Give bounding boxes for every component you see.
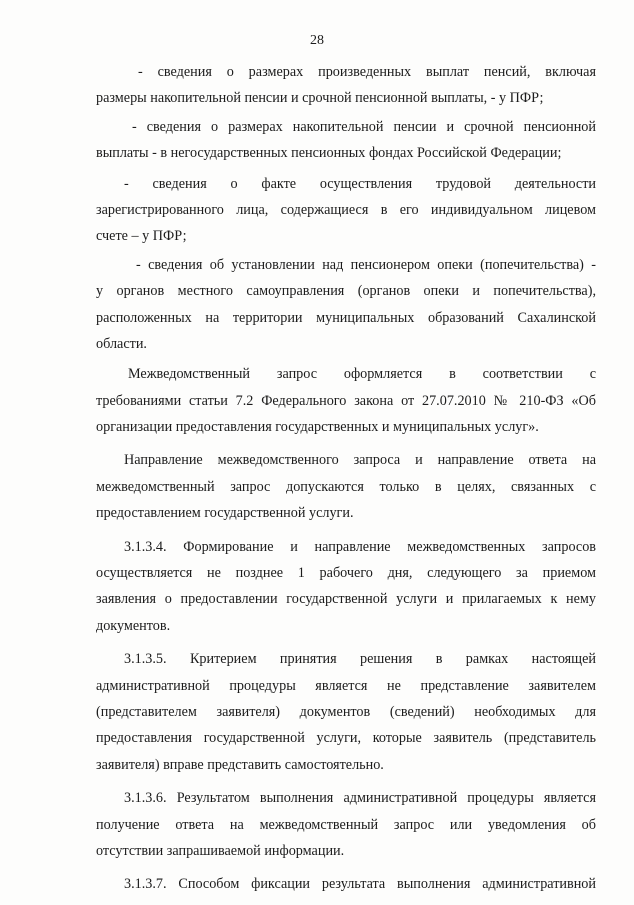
text-line: заявителя) вправе представить самостоятельно. [96,756,384,773]
text-line: межведомственный запрос допускаются только в целях, связанных с [96,478,596,495]
text-line: выплаты - в негосударственных пенсионных фондах Российской Федерации; [96,145,562,162]
text-line: (представителем заявителя) документов (сведений) необходимых для [96,703,596,720]
text-line: заявления о предоставлении государственной услуги и прилагаемых к нему [96,591,596,608]
text-line: Направление межведомственного запроса и направление ответа на [124,452,596,469]
text-line: Межведомственный запрос оформляется в соответствии с [128,366,596,383]
text-line: области. [96,335,147,352]
text-line: предоставления государственной услуги, которые заявитель (представитель [96,730,596,747]
text-line: 3.1.3.7. Способом фиксации результата выполнения административной [124,876,596,893]
text-line: расположенных на территории муниципальных образований Сахалинской [96,309,596,326]
text-line: административной процедуры является не представление заявителем [96,677,596,694]
text-line: - сведения о размерах произведенных выплат пенсий, включая [138,64,596,80]
document-body [96,59,596,898]
text-line: размеры накопительной пенсии и срочной пенсионной выплаты, - у ПФР; [96,90,544,107]
text-line: 3.1.3.4. Формирование и направление межведомственных запросов [124,538,596,555]
text-line: у органов местного самоуправления (органов опеки и попечительства), [96,283,596,300]
text-line: документов. [96,617,171,634]
text-line: осуществляется не позднее 1 рабочего дня, следующего за приемом [96,565,596,582]
text-line: организации предоставления государственных и муниципальных услуг». [96,419,539,436]
text-line: предоставлением государственной услуги. [96,505,354,522]
text-line: - сведения о размерах накопительной пенсии и срочной пенсионной [132,118,596,135]
text-line: требованиями статьи 7.2 Федерального закона от 27.07.2010 № 210-ФЗ «Об [96,392,596,409]
text-line: получение ответа на межведомственный запрос или уведомления об [96,816,596,833]
text-line: отсутствии запрашиваемой информации. [96,842,345,859]
text-line: 3.1.3.5. Критерием принятия решения в рамках настоящей [124,651,596,668]
text-line: - сведения об установлении над пенсионером опеки (попечительства) - [136,256,596,273]
page-number: 28 [310,33,324,48]
text-line: 3.1.3.6. Результатом выполнения административной процедуры является [124,790,596,807]
text-line: зарегистрированного лица, содержащиеся в его индивидуальном лицевом [96,201,596,218]
text-line: - сведения о факте осуществления трудовой деятельности [124,175,596,192]
text-line: счете – у ПФР; [96,228,187,245]
